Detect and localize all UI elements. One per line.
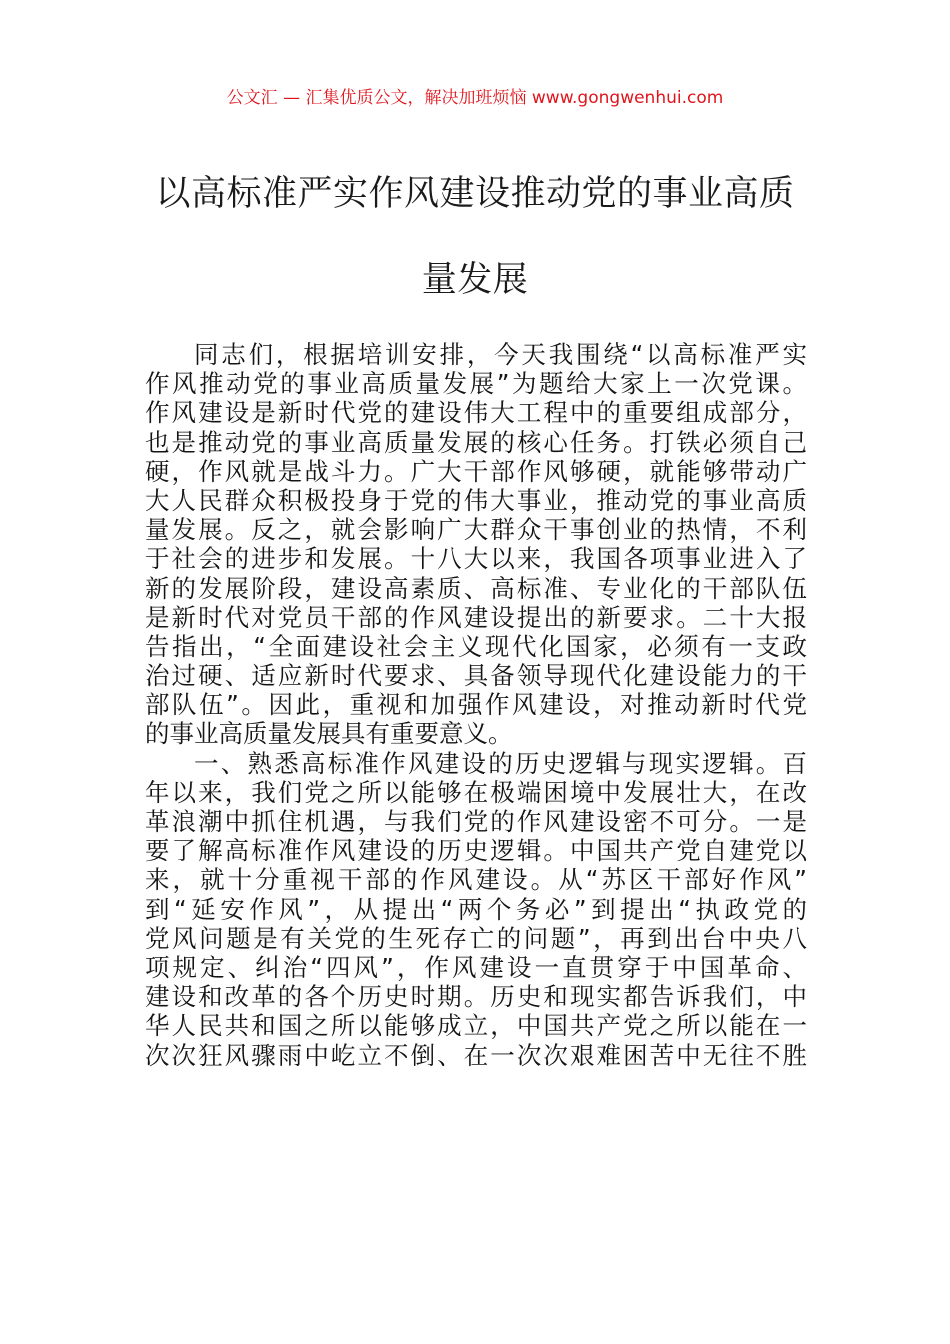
text-line: 告指出，“全面建设社会主义现代化国家，必须有一支政 — [145, 631, 807, 661]
text-line: 华人民共和国之所以能够成立，中国共产党之所以能在一 — [145, 1011, 807, 1041]
text-line: 到“延安作风”，从提出“两个务必”到提出“执政党的 — [145, 894, 807, 924]
document-body — [145, 340, 807, 1070]
text-line: 也是推动党的事业高质量发展的核心任务。打铁必须自己 — [145, 427, 807, 457]
text-line: 项规定、纠治“四风”，作风建设一直贯穿于中国革命、 — [145, 952, 807, 982]
title-line-2: 量发展 — [421, 260, 529, 300]
text-line: 同志们，根据培训安排，今天我围绕“以高标准严实 — [194, 340, 807, 369]
text-line: 大人民群众积极投身于党的伟大事业，推动党的事业高质 — [145, 485, 807, 515]
document-title — [140, 172, 810, 302]
text-line: 作风推动党的事业高质量发展”为题给大家上一次党课。 — [145, 369, 807, 399]
text-line: 是新时代对党员干部的作风建设提出的新要求。二十大报 — [145, 602, 807, 632]
paragraph-section-one — [145, 749, 807, 1070]
text-line: 的事业高质量发展具有重要意义。 — [145, 719, 513, 749]
text-line: 量发展。反之，就会影响广大群众干事创业的热情，不利 — [145, 515, 807, 545]
section-heading-line: 一、熟悉高标准作风建设的历史逻辑与现实逻辑。百 — [194, 748, 807, 778]
text-line: 部队伍”。因此，重视和加强作风建设，对推动新时代党 — [145, 690, 807, 720]
paragraph-intro — [145, 340, 807, 749]
text-line: 年以来，我们党之所以能够在极端困境中发展壮大，在改 — [145, 777, 807, 807]
text-line: 新的发展阶段，建设高素质、高标准、专业化的干部队伍 — [145, 573, 807, 603]
text-line: 治过硬、适应新时代要求、具备领导现代化建设能力的干 — [145, 661, 807, 691]
text-line: 作风建设是新时代党的建设伟大工程中的重要组成部分， — [145, 398, 807, 428]
text-line: 于社会的进步和发展。十八大以来，我国各项事业进入了 — [145, 544, 807, 574]
text-line: 要了解高标准作风建设的历史逻辑。中国共产党自建党以 — [145, 836, 807, 866]
text-line: 硬，作风就是战斗力。广大干部作风够硬，就能够带动广 — [145, 456, 807, 486]
text-line: 党风问题是有关党的生死存亡的问题”，再到出台中央八 — [145, 923, 807, 953]
text-line: 来，就十分重视干部的作风建设。从“苏区干部好作风” — [145, 865, 807, 895]
title-line-1: 以高标准严实作风建设推动党的事业高质 — [155, 174, 795, 214]
text-line: 革浪潮中抓住机遇，与我们党的作风建设密不可分。一是 — [145, 807, 807, 836]
header-banner: 公文汇 — 汇集优质公文，解决加班烦恼 www.gongwenhui.com — [226, 88, 724, 108]
text-line: 建设和改革的各个历史时期。历史和现实都告诉我们，中 — [145, 982, 807, 1012]
text-line: 次次狂风骤雨中屹立不倒、在一次次艰难困苦中无往不胜 — [145, 1040, 807, 1070]
